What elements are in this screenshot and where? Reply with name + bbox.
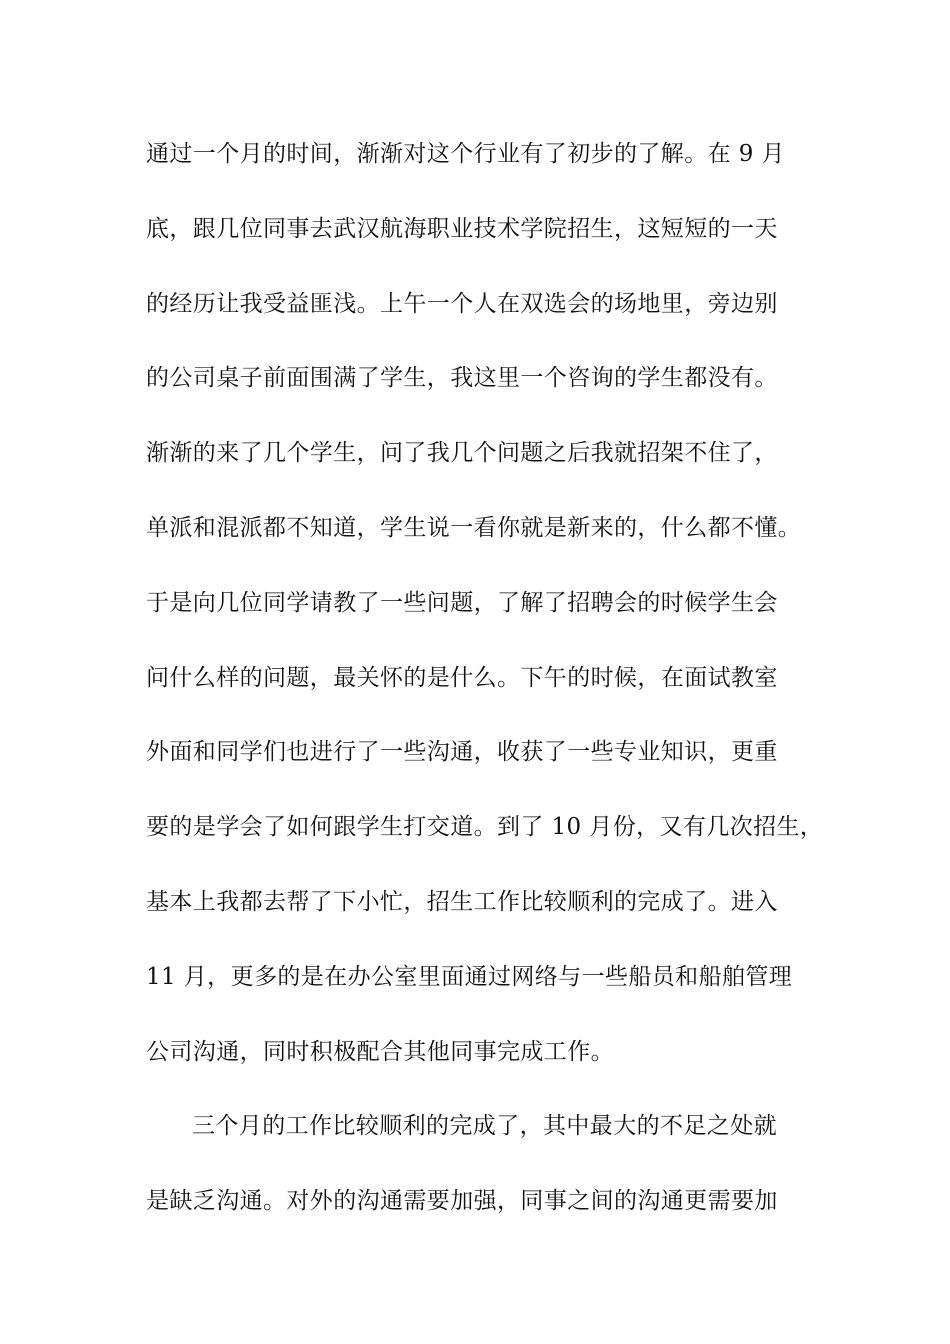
text-line: 于是向几位同学请教了一些问题，了解了招聘会的时候学生会 [146,589,778,616]
text-line: 渐渐的来了几个学生，问了我几个问题之后我就招架不住了， [146,440,778,467]
text-line: 公司沟通，同时积极配合其他同事完成工作。 [146,1038,614,1065]
text-line: 底，跟几位同事去武汉航海职业技术学院招生，这短短的一天 [146,215,778,242]
text-line: 外面和同学们也进行了一些沟通，收获了一些专业知识，更重 [146,739,778,766]
text-line: 基本上我都去帮了下小忙，招生工作比较顺利的完成了。进入 [146,888,778,915]
text-line: 的公司桌子前面围满了学生，我这里一个咨询的学生都没有。 [146,365,778,392]
text-line: 单派和混派都不知道，学生说一看你就是新来的，什么都不懂。 [146,514,802,541]
text-line: 要的是学会了如何跟学生打交道。到了 10 月份，又有几次招生， [146,814,824,841]
text-line: 的经历让我受益匪浅。上午一个人在双选会的场地里，旁边别 [146,290,778,317]
body-text [146,134,826,1256]
text-line: 通过一个月的时间，渐渐对这个行业有了初步的了解。在 9 月 [146,141,785,167]
text-line: 11 月，更多的是在办公室里面通过网络与一些船员和船舶管理 [146,963,793,990]
text-line: 是缺乏沟通。对外的沟通需要加强，同事之间的沟通更需要加 [146,1188,778,1215]
text-line: 问什么样的问题，最关怀的是什么。下午的时候，在面试教室 [146,664,778,691]
paragraph-start-line: 三个月的工作比较顺利的完成了，其中最大的不足之处就 [192,1113,777,1140]
